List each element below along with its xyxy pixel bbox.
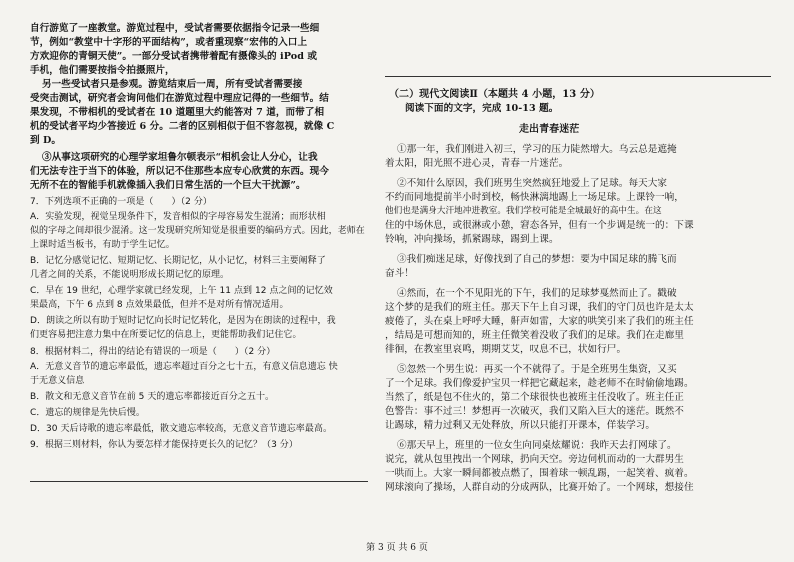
text-line: 到 D。 (30, 135, 62, 146)
text-line: 机的受试者平均少答接近 6 分。二者的区别相似于但不容忽视，就像 C (30, 121, 335, 132)
text-line: ③我们痴迷足球，好像找到了自己的梦想：要为中国足球的腾飞而 (397, 254, 677, 265)
text-line: 自行游览了一座教堂。游览过程中，受试者需要依据指令记录一些细 (30, 23, 320, 34)
text-line: ④然而，在一个不见阳光的下午，我们的足球梦戛然而止了。戳破 (397, 288, 677, 299)
text-line: 说完，就从包里拽出一个网球，扔向天空。旁边伺机而动的一大群男生 (385, 454, 684, 465)
text-line: 他们也是满身大汗地冲进教室。我们学校可能是全城最好的高中生。在这 (385, 206, 662, 216)
text-line: 铃响，冲向操场，抓紧踢球，踢到上课。 (385, 234, 559, 245)
section-header: （二）现代文阅读Ⅱ（本题共 4 小题，13 分） (389, 89, 600, 100)
text-line: 网球滚向了操场，人群自动的分成两队，比赛开始了。一个网球，想接住 (385, 482, 694, 493)
text-line: 手机，他们需要按指令拍摄照片， (30, 65, 175, 76)
option-line: 果最高，下午 6 点到 8 点效果最低，但并不是对所有情况适用。 (30, 300, 289, 310)
option-line: 们更容易把注意力集中在所要记忆的信息上，更能帮助我们记住它。 (30, 330, 302, 340)
text-line: 色警告：事不过三！梦想再一次破灭，我们又陷入巨大的迷茫。既然不 (385, 406, 684, 417)
text-line: ②不知什么原因，我们班男生突然疯狂地爱上了足球。每天大家 (397, 178, 668, 189)
text-line: 受突击测试，研究者会询问他们在游览过程中理应记得的一些细节。结 (30, 93, 329, 104)
option-line: 于无意义信息 (30, 376, 85, 386)
option-line: B．散文和无意义音节在前 5 天的遗忘率都接近百分之五十。 (30, 392, 275, 402)
text-line: 疲倦了，头在桌上呼呼大睡，鼾声如雷，大家的哄笑引来了我们的班主任 (385, 316, 694, 327)
article-title: 走出青春迷茫 (519, 124, 580, 135)
section-divider (385, 76, 771, 77)
option-line: A．无意义音节的遗忘率最低，遗忘率超过百分之七十五，有意义信息遗忘 快 (30, 362, 338, 372)
text-line: 当然了，纸是包不住火的，第二个球很快也被班主任没收了。班主任正 (385, 392, 684, 403)
text-line: ①那一年，我们刚进入初三，学习的压力陡然增大。乌云总是遮掩 (397, 144, 677, 155)
text-line: 让踢球，精力过剩又无处释放，所以只能打开课本，佯装学习。 (385, 420, 656, 431)
text-line: 不约而同地提前半小时到校，畅快淋漓地踢上一场足球。上课铃一响， (385, 192, 684, 203)
option-line: B．记忆分感觉记忆、短期记忆、长期记忆，从小记忆，材料三主要阐释了 (30, 256, 326, 266)
text-line: 方欢迎你的青铜天使”。一部分受试者携带着配有摄像头的 iPod 或 (30, 51, 317, 62)
option-line: D．30 天后诗歌的遗忘率最低，散文遗忘率较高，无意义音节遗忘率最高。 (30, 424, 332, 434)
text-line: 奋斗！ (385, 268, 414, 279)
option-line: A．实验发现，视觉呈现条件下，发音相似的字母容易发生混淆；而形状相 (30, 212, 326, 222)
question-9: 9．根据三则材料，你认为要怎样才能保持更长久的记忆？（3 分） (30, 440, 298, 450)
text-line: 无所不在的智能手机就像插入我们日常生活的一个巨大干扰源”。 (30, 180, 306, 191)
text-line: 果发现，不带相机的受试者在 10 道题里大约能答对 7 道，而带了相 (30, 107, 325, 118)
text-line: ③从事这项研究的心理学家坦鲁尔顿表示“相机会让人分心，让我 (42, 152, 318, 163)
reading-instruction: 阅读下面的文字，完成 10-13 题。 (405, 103, 559, 114)
option-line: D．朗读之所以有助于短时记忆向长时记忆转化，是因为在朗读的过程中，我 (30, 316, 336, 326)
option-line: 上课时适当板书，有助于学生记忆。 (30, 240, 175, 250)
option-line: 似的字母之间却很少混淆。这一发现研究所知觉是很重要的编码方式。因此，老师在 (30, 226, 365, 236)
question-7: 7．下列选项不正确的一项是（ ）（2 分） (30, 197, 212, 207)
page-number: 第 3 页 共 6 页 (366, 543, 428, 553)
text-line: 住的中场休息，或很淋或小憩，窘态各异，但有一个步调是统一的：下课 (385, 220, 694, 231)
text-line: 了一个足球。我们像爱护宝贝一样把它藏起来，趁老师不在时偷偷地踢。 (385, 378, 694, 389)
question-8: 8．根据材料二，得出的结论有错误的一项是（ ）（2 分） (30, 347, 276, 357)
text-line: ，结局是可想而知的，班主任微笑着没收了我们的足球。我们在走廊里 (385, 330, 684, 341)
option-line: 几者之间的关系，不能说明形成长期记忆的原理。 (30, 270, 230, 280)
text-line: ⑥那天早上，班里的一位女生向同桌炫耀说：我昨天去打网球了。 (397, 440, 677, 451)
option-line: C．早在 19 世纪，心理学家就已经发现，上午 11 点到 12 点之间的记忆效 (30, 286, 333, 296)
text-line: 着太阳，阳光照不进心灵，青春一片迷茫。 (385, 158, 569, 169)
text-line: 一哄而上。大家一瞬间都被点燃了，围着球一顿乱踢，一起笑着、疯着。 (385, 468, 694, 479)
text-line: 们无法专注于当下的体验，所以记不住那些本应专心欣赏的东西。现今 (30, 166, 329, 177)
text-line: 节，例如“教堂中十字形的平面结构”，或者重现察“宏伟的入口上 (30, 37, 308, 48)
text-line: 另一些受试者只是参观。游览结束后一周，所有受试者需要接 (42, 79, 303, 90)
option-line: C．遗忘的规律是先快后慢。 (30, 408, 145, 418)
answer-line (30, 481, 368, 482)
text-line: 这个梦的是我们的班主任。那天下午上自习课，我们的守门员也许是太太 (385, 302, 694, 313)
text-line: ⑤忽然一个男生说：再买一个不就得了。于是全班男生集资，又买 (397, 364, 677, 375)
text-line: 徘徊，在教室里哀鸣，期期艾艾，叹息不已，状如行尸。 (385, 344, 627, 355)
